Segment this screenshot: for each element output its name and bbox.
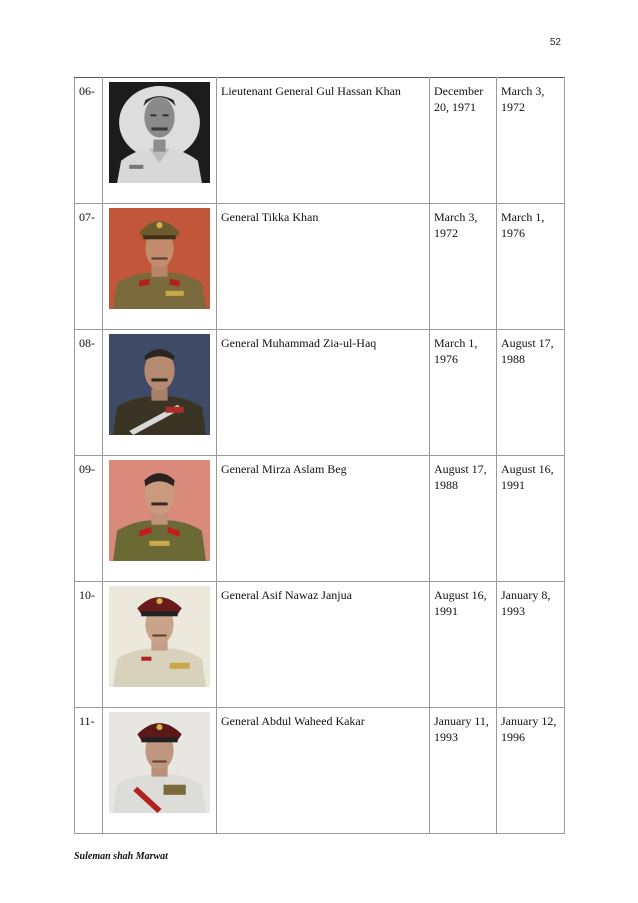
table-row bbox=[75, 582, 565, 708]
table-row bbox=[75, 330, 565, 456]
row-number: 08- bbox=[75, 330, 103, 456]
tenure-start-cell: March 3, 1972 bbox=[430, 204, 497, 330]
row-number: 09- bbox=[75, 456, 103, 582]
table-row bbox=[75, 708, 565, 834]
photo-cell bbox=[103, 330, 217, 456]
name-cell: General Abdul Waheed Kakar bbox=[217, 708, 430, 834]
tenure-start-cell: December 20, 1971 bbox=[430, 78, 497, 204]
name-cell: General Tikka Khan bbox=[217, 204, 430, 330]
portrait-aslam-beg bbox=[109, 460, 210, 561]
photo-cell bbox=[103, 456, 217, 582]
tenure-start-cell: August 17, 1988 bbox=[430, 456, 497, 582]
tenure-start-cell: March 1, 1976 bbox=[430, 330, 497, 456]
tenure-start-cell: January 11, 1993 bbox=[430, 708, 497, 834]
photo-cell bbox=[103, 582, 217, 708]
army-chiefs-table bbox=[74, 77, 565, 834]
table-row bbox=[75, 456, 565, 582]
portrait-gul-hassan-khan bbox=[109, 82, 210, 183]
tenure-end-cell: March 1, 1976 bbox=[497, 204, 565, 330]
photo-cell bbox=[103, 204, 217, 330]
portrait-zia-ul-haq bbox=[109, 334, 210, 435]
name-cell: Lieutenant General Gul Hassan Khan bbox=[217, 78, 430, 204]
photo-cell bbox=[103, 78, 217, 204]
tenure-end-cell: August 16, 1991 bbox=[497, 456, 565, 582]
tenure-start-cell: August 16, 1991 bbox=[430, 582, 497, 708]
name-cell: General Muhammad Zia-ul-Haq bbox=[217, 330, 430, 456]
portrait-abdul-waheed-kakar bbox=[109, 712, 210, 813]
name-cell: General Asif Nawaz Janjua bbox=[217, 582, 430, 708]
row-number: 07- bbox=[75, 204, 103, 330]
row-number: 10- bbox=[75, 582, 103, 708]
row-number: 11- bbox=[75, 708, 103, 834]
table-row bbox=[75, 204, 565, 330]
name-cell: General Mirza Aslam Beg bbox=[217, 456, 430, 582]
tenure-end-cell: August 17, 1988 bbox=[497, 330, 565, 456]
tenure-end-cell: January 8, 1993 bbox=[497, 582, 565, 708]
table-row bbox=[75, 78, 565, 204]
portrait-asif-nawaz-janjua bbox=[109, 586, 210, 687]
row-number: 06- bbox=[75, 78, 103, 204]
portrait-tikka-khan bbox=[109, 208, 210, 309]
tenure-end-cell: January 12, 1996 bbox=[497, 708, 565, 834]
tenure-end-cell: March 3, 1972 bbox=[497, 78, 565, 204]
page-number: 52 bbox=[549, 37, 561, 48]
photo-cell bbox=[103, 708, 217, 834]
author-footer: Suleman shah Marwat bbox=[74, 851, 168, 862]
